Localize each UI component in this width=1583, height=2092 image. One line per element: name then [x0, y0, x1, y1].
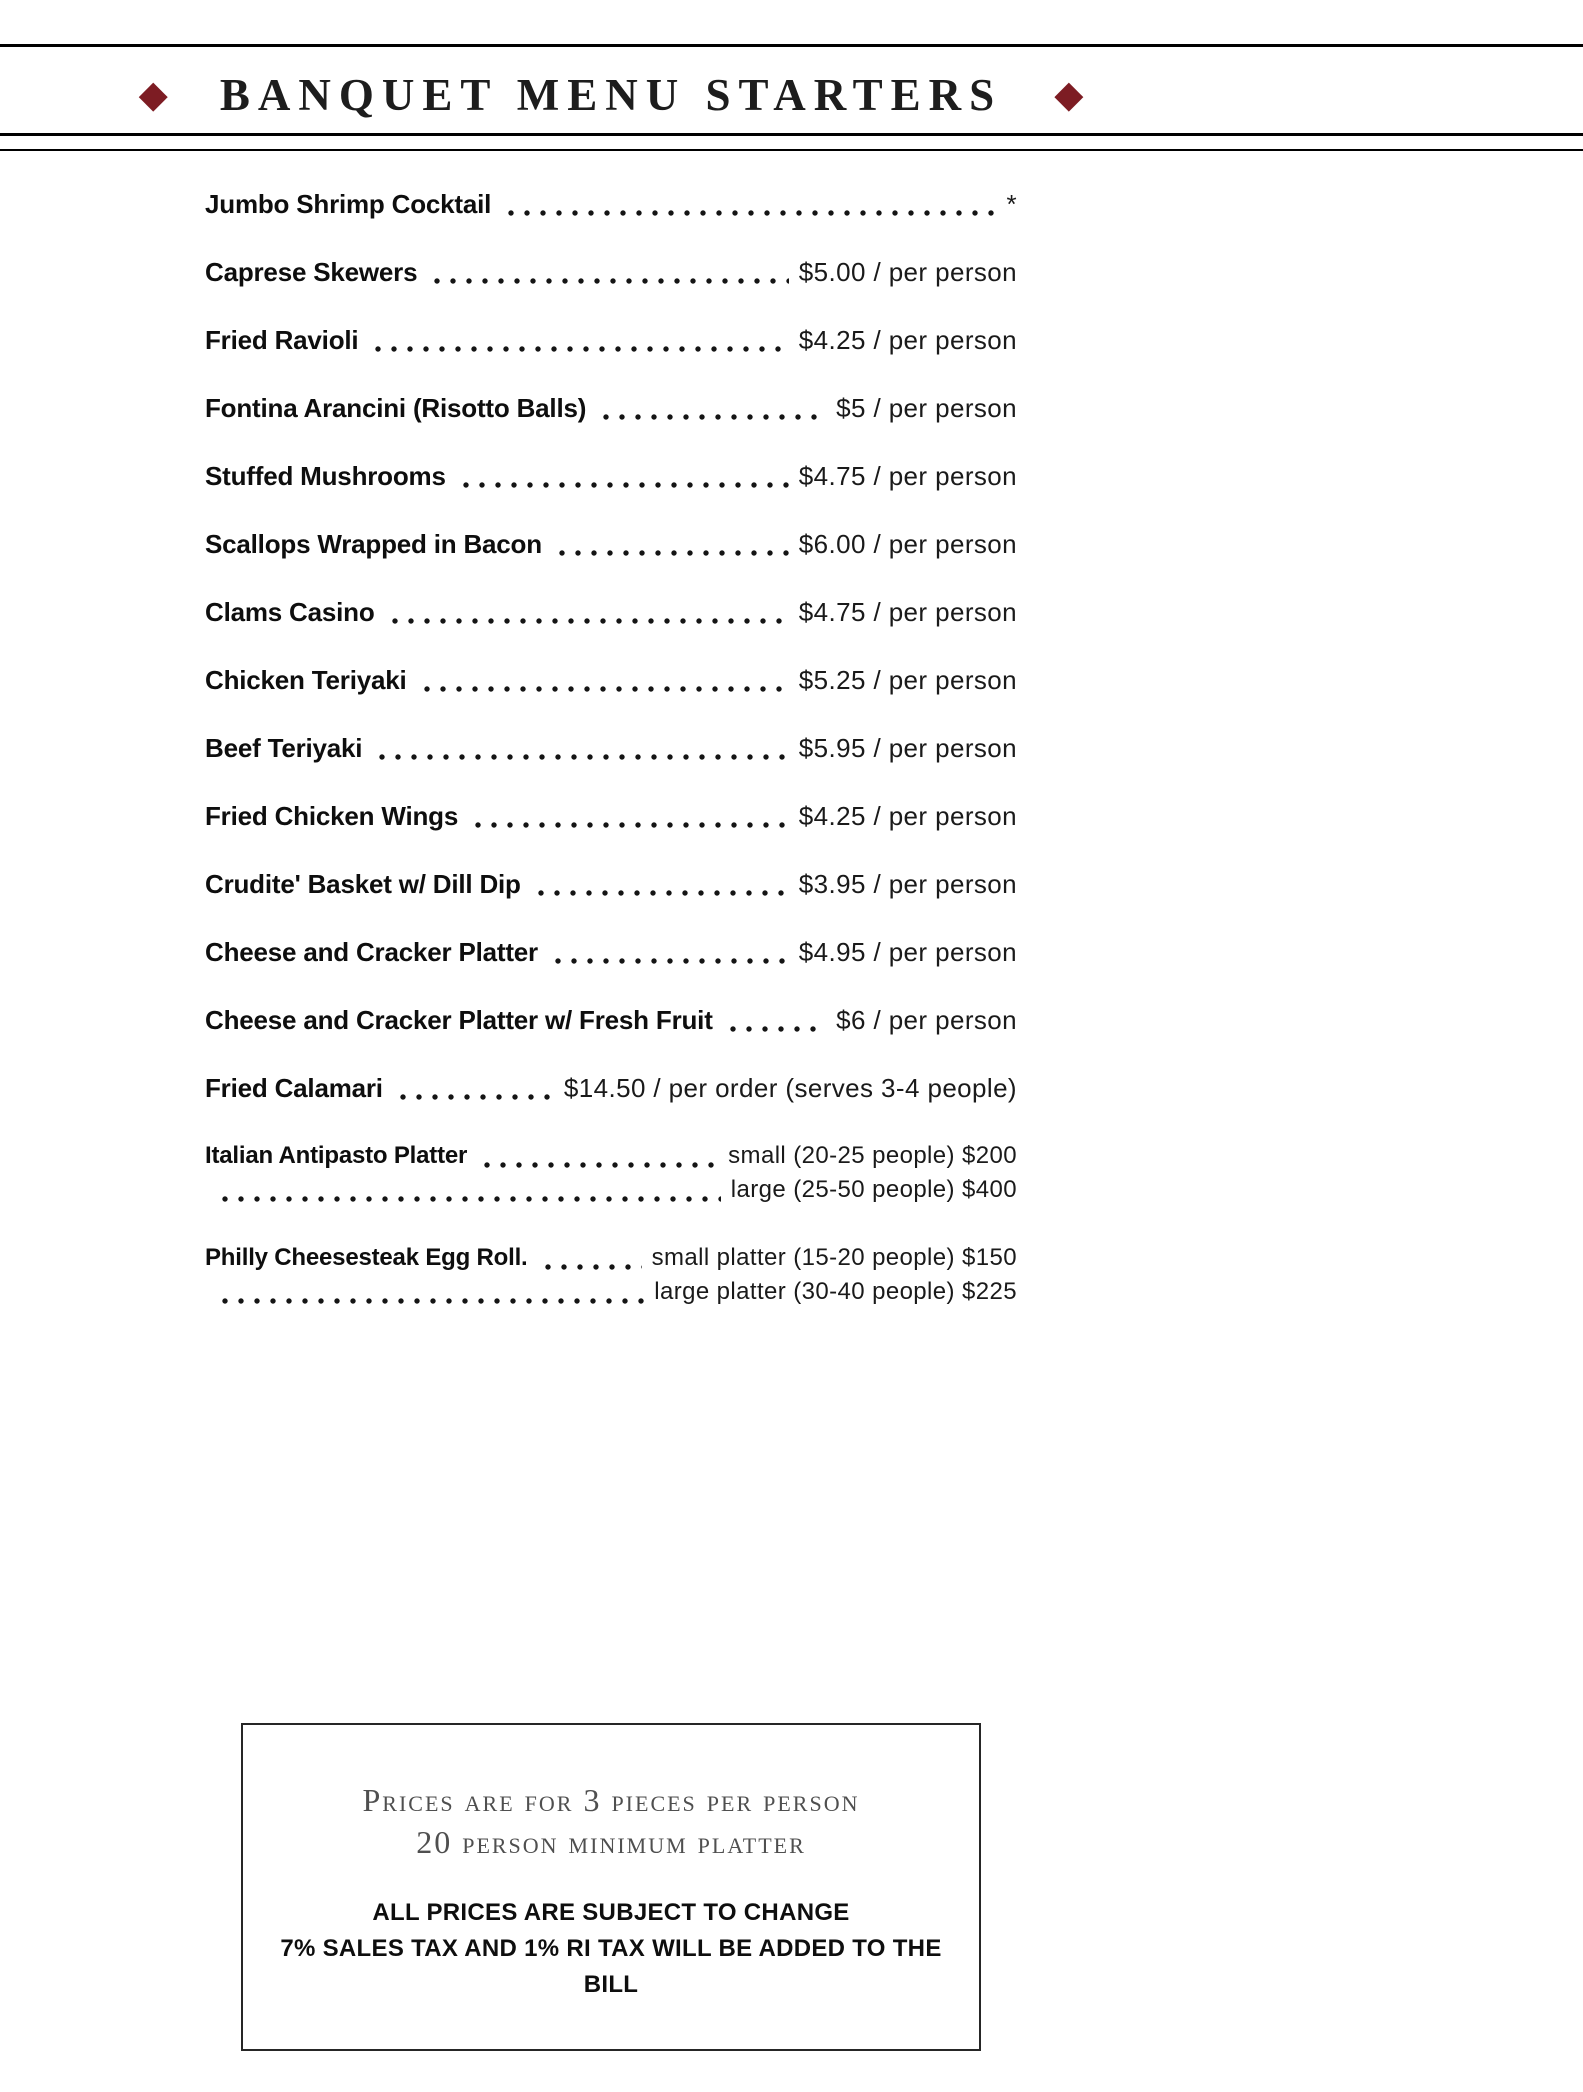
top-rule — [0, 44, 1583, 47]
dotted-leader — [458, 459, 789, 493]
menu-item-row — [205, 867, 1017, 901]
menu-item-row — [205, 663, 1017, 697]
menu-item-name: Cheese and Cracker Platter w/ Fresh Fruit — [205, 1005, 713, 1035]
menu-item-row — [205, 527, 1017, 561]
diamond-right-icon: ◆ — [1054, 74, 1084, 116]
menu-item-row — [205, 1241, 1017, 1275]
menu-item-row — [205, 187, 1017, 221]
menu-item-price: $3.95 / per person — [798, 869, 1017, 899]
menu-item-row — [205, 935, 1017, 969]
menu-item-continuation-row — [205, 1173, 1017, 1207]
menu-item-row — [205, 1139, 1017, 1173]
menu-item-name: Italian Antipasto Platter — [205, 1142, 468, 1169]
menu-item-name: Caprese Skewers — [205, 257, 418, 287]
diamond-left-icon: ◆ — [138, 74, 168, 116]
menu-item-price: $4.25 / per person — [798, 801, 1017, 831]
dotted-leader — [503, 187, 996, 221]
menu-item-price: $5.25 / per person — [798, 665, 1017, 695]
notice-line-1: Prices are for 3 pieces per person — [362, 1782, 860, 1818]
menu-item-name: Jumbo Shrimp Cocktail — [205, 189, 492, 219]
menu-item-continuation-row — [205, 1275, 1017, 1309]
dotted-leader — [598, 391, 826, 425]
menu-item-row — [205, 1071, 1017, 1105]
dotted-leader — [217, 1275, 644, 1309]
notice-line-4: 7% SALES TAX AND 1% RI TAX WILL BE ADDED TO THE BILL — [280, 1935, 942, 1998]
menu-item-name: Beef Teriyaki — [205, 733, 363, 763]
menu-item-name: Crudite' Basket w/ Dill Dip — [205, 869, 521, 899]
menu-page — [0, 44, 1583, 2092]
notice-box — [241, 1723, 981, 2051]
menu-item-name: Fried Ravioli — [205, 325, 359, 355]
menu-item-price: small (20-25 people) $200 — [728, 1142, 1017, 1169]
menu-item-price: large (25-50 people) $400 — [730, 1176, 1017, 1203]
dotted-leader — [725, 1003, 826, 1037]
menu-item-name: Fried Chicken Wings — [205, 801, 459, 831]
dotted-leader — [395, 1071, 554, 1105]
menu-item-name: Stuffed Mushrooms — [205, 461, 446, 491]
menu-item-price: $5.00 / per person — [798, 257, 1017, 287]
menu-item-row — [205, 323, 1017, 357]
menu-item-price: $6.00 / per person — [798, 529, 1017, 559]
menu-item-price: $4.75 / per person — [798, 461, 1017, 491]
menu-item-price: $6 / per person — [836, 1005, 1017, 1035]
menu-item-row — [205, 391, 1017, 425]
menu-list — [205, 187, 1017, 1309]
notice-line-3: ALL PRICES ARE SUBJECT TO CHANGE — [372, 1899, 850, 1926]
dotted-leader — [479, 1139, 718, 1173]
menu-item-row — [205, 595, 1017, 629]
menu-item-price: $5 / per person — [836, 393, 1017, 423]
menu-item-name: Cheese and Cracker Platter — [205, 937, 538, 967]
menu-item-name: Fried Calamari — [205, 1073, 383, 1103]
dotted-leader — [554, 527, 789, 561]
menu-item-group — [205, 1139, 1017, 1207]
menu-item-row — [205, 731, 1017, 765]
dotted-leader — [540, 1241, 642, 1275]
header-rule-secondary — [0, 149, 1583, 151]
dotted-leader — [387, 595, 789, 629]
menu-item-group — [205, 1241, 1017, 1309]
menu-item-name: Philly Cheesesteak Egg Roll. — [205, 1244, 528, 1271]
dotted-leader — [419, 663, 789, 697]
menu-item-name: Chicken Teriyaki — [205, 665, 407, 695]
dotted-leader — [533, 867, 789, 901]
menu-item-row — [205, 459, 1017, 493]
menu-item-name: Scallops Wrapped in Bacon — [205, 529, 542, 559]
menu-item-price: $14.50 / per order (serves 3-4 people) — [563, 1073, 1017, 1103]
dotted-leader — [217, 1173, 721, 1207]
menu-item-row — [205, 255, 1017, 289]
menu-item-name: Clams Casino — [205, 597, 375, 627]
header-band — [138, 67, 1084, 123]
menu-item-price: $4.25 / per person — [798, 325, 1017, 355]
page-title: BANQUET MENU STARTERS — [219, 70, 1003, 120]
dotted-leader — [370, 323, 788, 357]
dotted-leader — [550, 935, 789, 969]
header-rule — [0, 133, 1583, 136]
menu-item-row — [205, 1003, 1017, 1037]
menu-item-row — [205, 799, 1017, 833]
dotted-leader — [429, 255, 788, 289]
dotted-leader — [470, 799, 789, 833]
menu-item-price: small platter (15-20 people) $150 — [651, 1244, 1017, 1271]
menu-item-price: large platter (30-40 people) $225 — [654, 1278, 1017, 1305]
menu-item-price: $4.95 / per person — [798, 937, 1017, 967]
notice-line-2: 20 person minimum platter — [416, 1824, 806, 1860]
menu-item-price: $4.75 / per person — [798, 597, 1017, 627]
menu-item-price: $5.95 / per person — [798, 733, 1017, 763]
dotted-leader — [374, 731, 788, 765]
menu-item-price: * — [1006, 189, 1017, 219]
menu-item-name: Fontina Arancini (Risotto Balls) — [205, 393, 587, 423]
